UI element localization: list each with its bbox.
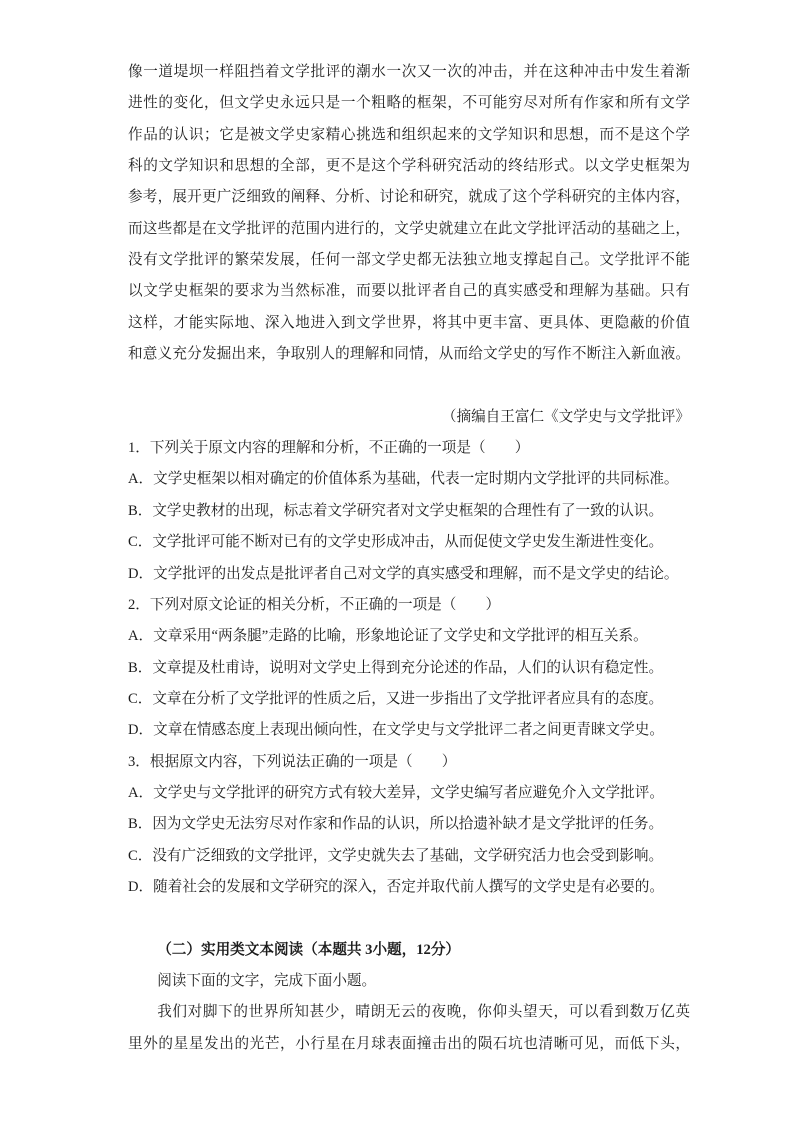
- passage-line: 里外的星星发出的光芒，小行星在月球表面撞击出的陨石坑也清晰可见，而低下头，: [128, 1035, 690, 1052]
- question-1-option-a: A．文学史框架以相对确定的价值体系为基础，代表一定时期内文学批评的共同标准。: [128, 471, 679, 488]
- question-1-option-c: C．文学批评可能不断对已有的文学史形成冲击，从而促使文学史发生渐进性变化。: [128, 534, 664, 551]
- passage-line: 像一道堤坝一样阻挡着文学批评的潮水一次又一次的冲击，并在这种冲击中发生着渐: [128, 64, 690, 80]
- question-1: [128, 433, 690, 590]
- passage-line: 没有文学批评的繁荣发展，任何一部文学史都无法独立地支撑起自己。文学批评不能: [128, 252, 690, 269]
- passage-line: 作品的认识；它是被文学史家精心挑选和组织起来的文学知识和思想，而不是这个学: [128, 126, 690, 143]
- passage-line: 科的文学知识和思想的全部，更不是这个学科研究活动的终结形式。以文学史框架为: [128, 158, 690, 175]
- passage-line: 参考，展开更广泛细致的阐释、分析、讨论和研究，就成了这个学科研究的主体内容，: [128, 189, 690, 206]
- question-3-option-b: B．因为文学史无法穷尽对作家和作品的认识，所以拾遗补缺才是文学批评的任务。: [128, 816, 664, 833]
- reading-passage-1: [128, 57, 690, 370]
- question-3-stem: 3．根据原文内容，下列说法正确的一项是（ ）: [128, 753, 457, 770]
- question-3-option-a: A．文学史与文学批评的研究方式有较大差异，文学史编写者应避免介入文学批评。: [128, 784, 664, 801]
- passage-line: 我们对脚下的世界所知甚少，晴朗无云的夜晚，你仰头望天，可以看到数万亿英: [157, 1004, 690, 1021]
- passage-line: 这样，才能实际地、深入地进入到文学世界，将其中更丰富、更具体、更隐蔽的价值: [128, 314, 690, 331]
- blank-line: [128, 370, 690, 401]
- question-2-stem: 2．下列对原文论证的相关分析，不正确的一项是（ ）: [128, 596, 501, 613]
- passage-line: 和意义充分发掘出来，争取别人的理解和同情，从而给文学史的写作不断注入新血液。: [128, 346, 690, 363]
- blank-line: [128, 903, 690, 934]
- section-2-heading: （二）实用类文本阅读（本题共 3小题，12分）: [157, 941, 461, 958]
- question-3: [128, 747, 690, 904]
- question-2-option-d: D．文章在情感态度上表现出倾向性，在文学史与文学批评二者之间更青睐文学史。: [128, 722, 664, 739]
- question-1-option-d: D．文学批评的出发点是批评者自己对文学的真实感受和理解，而不是文学史的结论。: [128, 565, 679, 582]
- question-3-option-c: C．没有广泛细致的文学批评，文学史就失去了基础，文学研究活力也会受到影响。: [128, 847, 664, 864]
- question-3-option-d: D．随着社会的发展和文学研究的深入，否定并取代前人撰写的文学史是有必要的。: [128, 878, 664, 895]
- question-1-stem: 1．下列关于原文内容的理解和分析，不正确的一项是（ ）: [128, 440, 530, 457]
- question-2-option-a: A．文章采用“两条腿”走路的比喻，形象地论证了文学史和文学批评的相互关系。: [128, 628, 648, 645]
- passage-attribution: （摘编自王富仁《文学史与文学批评》: [441, 408, 690, 425]
- passage-line: 以文学史框架的要求为当然标准，而要以批评者自己的真实感受和理解为基础。只有: [128, 283, 690, 300]
- question-2: [128, 590, 690, 747]
- section-2: [128, 935, 690, 1060]
- question-2-option-b: B．文章提及杜甫诗，说明对文学史上得到充分论述的作品，人们的认识有稳定性。: [128, 659, 664, 676]
- question-1-option-b: B．文学史教材的出现，标志着文学研究者对文学史框架的合理性有了一致的认识。: [128, 502, 664, 519]
- question-2-option-c: C．文章在分析了文学批评的性质之后，又进一步指出了文学批评者应具有的态度。: [128, 690, 664, 707]
- section-2-instruction: 阅读下面的文字，完成下面小题。: [157, 972, 377, 989]
- page-content: [128, 57, 690, 1060]
- passage-line: 进性的变化，但文学史永远只是一个粗略的框架，不可能穷尽对所有作家和所有文学: [128, 95, 690, 112]
- passage-line: 而这些都是在文学批评的范围内进行的，文学史就建立在此文学批评活动的基础之上，: [128, 220, 690, 237]
